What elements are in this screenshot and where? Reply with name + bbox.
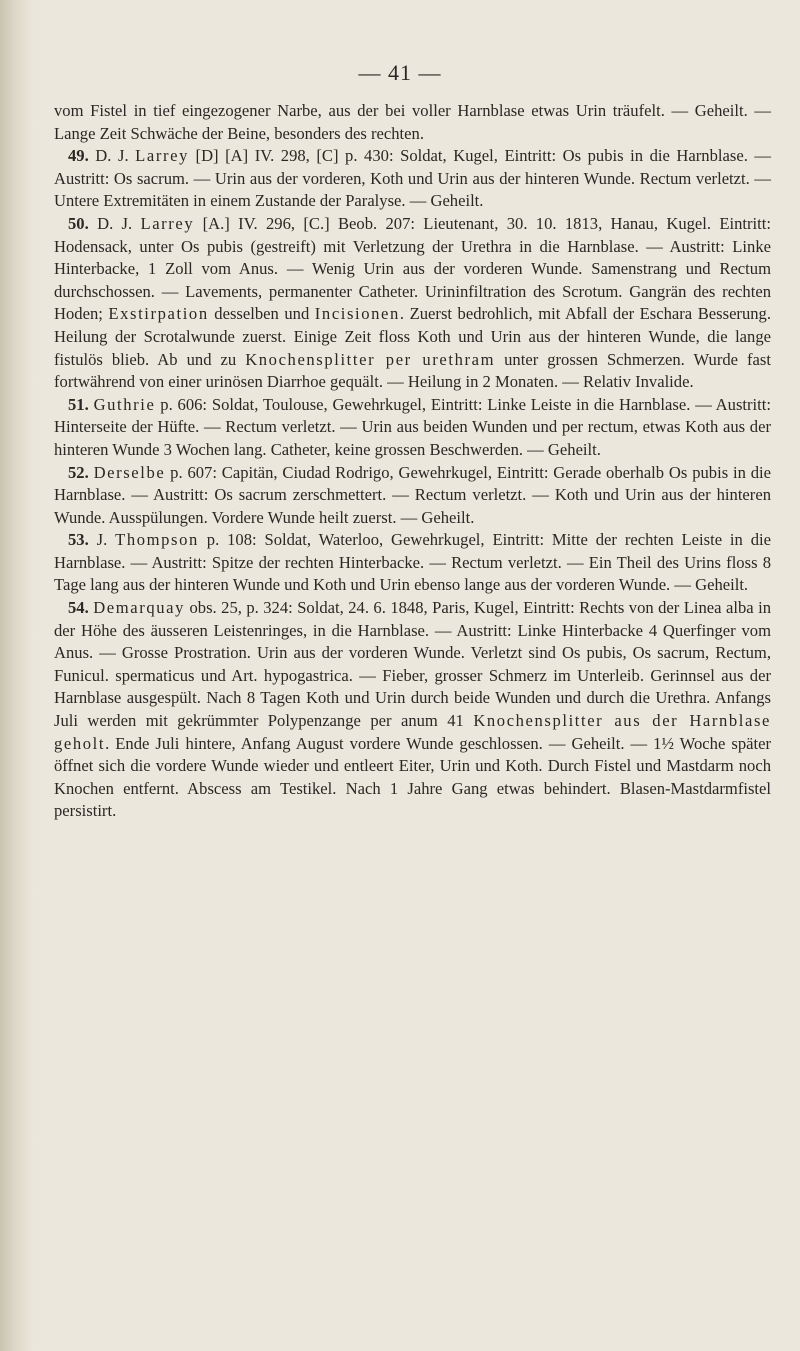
paragraph-text: unter grossen Schmerzen. Wurde fast fortwährend von einer urinösen Diarrhoe gequält. — Heilung in 2 Monaten. — Relativ Invalide.	[54, 349, 771, 392]
case-number: 52.	[68, 462, 89, 482]
case-number: 51.	[68, 394, 89, 414]
case-number: 49.	[68, 146, 89, 166]
paragraph-text: D. J.	[88, 146, 136, 166]
case-entry	[54, 213, 771, 394]
spaced-emphasis-text: Knochensplitter per urethram	[245, 349, 496, 369]
case-entry	[54, 529, 771, 597]
spaced-emphasis-text: Guthrie	[93, 394, 156, 414]
paragraph-text: [A.] IV. 296, [C.] Beob. 207: Lieutenant, 30. 10. 1813, Hanau, Kugel. Eintritt: Hodensack, unter Os pubis (gestreift) mit Verletzung der Urethra in die Harnblase. — Austritt: Linke Hinterbacke, 1 Zoll vom Anus. — Wenig Urin aus der vorderen Wunde. Samenstrang und Rectum durchschossen. — Lavements, permanenter Catheter. Urininfiltration des Scrotum. Gangrän des rechten Hoden;	[54, 213, 771, 324]
paragraph-text: p. 108: Soldat, Waterloo, Gewehrkugel, Eintritt: Mitte der rechten Leiste in die Harnblase. — Austritt: Spitze der rechten Hinterbacke. — Rectum verletzt. — Ein Theil des Urins floss 8 Tage lang aus der hinteren Wunde und Koth und Urin ebenso lange aus der vorderen Wunde. — Geheilt.	[54, 530, 771, 595]
spaced-emphasis-text: Thompson	[115, 530, 199, 550]
spaced-emphasis-text: Larrey	[140, 213, 195, 233]
paragraph-text: p. 607: Capitän, Ciudad Rodrigo, Gewehrkugel, Eintritt: Gerade oberhalb Os pubis in die Harnblase. — Austritt: Os sacrum zerschmettert. — Rectum verletzt. — Koth und Urin aus der hinteren Wunde. Ausspülungen. Vordere Wunde heilt zuerst. — Geheilt.	[54, 462, 771, 527]
paragraph-text: [D] [A] IV. 298, [C] p. 430: Soldat, Kugel, Eintritt: Os pubis in die Harnblase. — Austritt: Os sacrum. — Urin aus der vorderen, Koth und Urin aus der hinteren Wunde. Rectum verletzt. — Untere Extremitäten in einem Zustande der Paralyse. — Geheilt.	[54, 146, 771, 211]
spaced-emphasis-text: Knochensplitter aus der Harnblase geholt	[54, 711, 772, 753]
case-number: 53.	[68, 530, 89, 550]
body-text	[54, 100, 771, 823]
paragraph-text: . Ende Juli hintere, Anfang August vordere Wunde geschlossen. — Geheilt. — 1½ Woche später öffnet sich die vordere Wunde wieder und entleert Eiter, Urin und Koth. Durch Fistel und Mastdarm noch Knochen entfernt. Abscess am Testikel. Nach 1 Jahre Gang etwas behindert. Blasen-Mastdarmfistel persistirt.	[54, 733, 771, 821]
page-number: — 41 —	[358, 60, 442, 85]
paragraph-text: D. J.	[88, 213, 141, 233]
paragraph-text: vom Fistel in tief eingezogener Narbe, aus der bei voller Harnblase etwas Urin träufelt. — Geheilt. — Lange Zeit Schwäche der Beine, besonders des rechten.	[54, 101, 771, 143]
case-entry	[54, 462, 771, 530]
case-number: 54.	[68, 598, 89, 618]
paragraph-text: J.	[88, 530, 116, 550]
paragraph-text: . Zuerst bedrohlich, mit Abfall der Eschara Besserung. Heilung der Scrotalwunde zuerst. Einige Zeit floss Koth und Urin aus der hinteren Wunde, die lange fistulös blieb. Ab und zu	[54, 304, 771, 369]
case-number: 50.	[68, 213, 89, 233]
spaced-emphasis-text: Larrey	[135, 146, 189, 166]
case-entry	[54, 597, 771, 823]
case-entry	[54, 145, 771, 213]
spaced-emphasis-text: Incisionen	[314, 304, 400, 324]
spaced-emphasis-text: Demarquay	[93, 598, 186, 618]
spaced-emphasis-text: Derselbe	[93, 462, 166, 482]
case-entry	[54, 394, 771, 462]
continued-paragraph	[54, 100, 771, 145]
paragraph-text: obs. 25, p. 324: Soldat, 24. 6. 1848, Paris, Kugel, Eintritt: Rechts von der Linea alba in der Höhe des äusseren Leistenringes, in die Harnblase. — Austritt: Linke Hinterbacke 4 Querfinger vom Anus. — Grosse Prostration. Urin aus der vorderen Wunde. Verletzt sind Os pubis, Os sacrum, Rectum, Funicul. spermaticus und Art. hypogastrica. — Fieber, grosser Schmerz im Unterleib. Gerinnsel aus der Harnblase ausgespült. Nach 8 Tagen Koth und Urin durch beide Wunden und durch die Urethra. Anfangs Juli werden mit gekrümmter Polypenzange per anum 41	[54, 598, 771, 731]
paragraph-text: p. 606: Soldat, Toulouse, Gewehrkugel, Eintritt: Linke Leiste in die Harnblase. — Austritt: Hinterseite der Hüfte. — Rectum verletzt. — Urin aus beiden Wunden und per rectum, etwas Koth aus der hinteren Wunde 3 Wochen lang. Catheter, keine grossen Beschwerden. — Geheilt.	[54, 394, 772, 459]
paragraph-text: desselben und	[208, 304, 315, 324]
spaced-emphasis-text: Exstirpation	[108, 304, 209, 324]
